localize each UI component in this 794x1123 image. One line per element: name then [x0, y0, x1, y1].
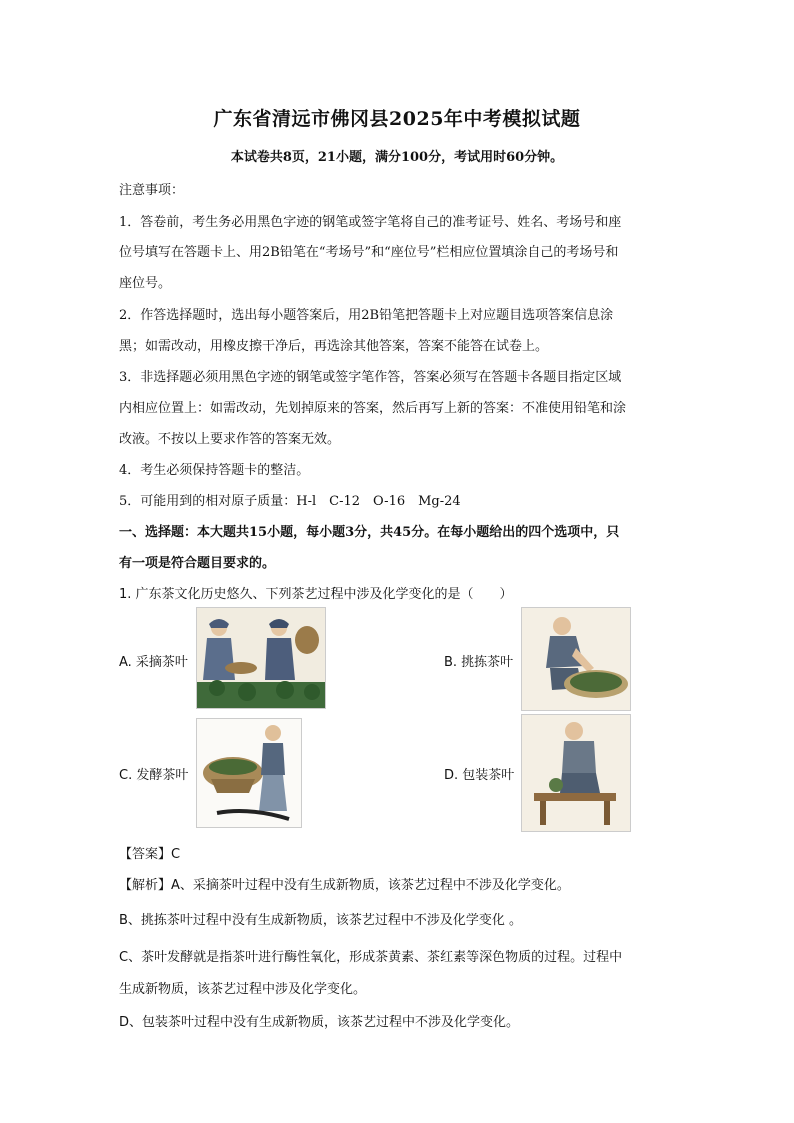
note-line: 1．答卷前，考生务必用黑色字迹的钢笔或签字笔将自己的准考证号、姓名、考场号和座: [119, 215, 622, 230]
tea-packing-image: [521, 714, 631, 832]
tea-picking-image: [196, 607, 326, 709]
tea-fermenting-image: [196, 718, 302, 828]
option-c-label: C. 发酵茶叶: [119, 768, 189, 783]
analysis-line: B、挑拣茶叶过程中没有生成新物质，该茶艺过程中不涉及化学变化 。: [119, 913, 523, 928]
analysis-label: 【解析】: [119, 878, 172, 893]
notes-heading: 注意事项：: [119, 183, 185, 198]
note-line: 3．非选择题必须用黑色字迹的钢笔或签字笔作答，答案必须写在答题卡各题目指定区域: [119, 370, 622, 385]
exam-info: 本试卷共8页，21小题，满分100分，考试用时60分钟。: [230, 150, 564, 165]
option-a-label: A. 采摘茶叶: [119, 655, 188, 670]
question-stem: 1. 广东茶文化历史悠久、下列茶艺过程中涉及化学变化的是（ ）: [119, 587, 513, 602]
page-title: 广东省清远市佛冈县2025年中考模拟试题: [213, 108, 581, 130]
note-line: 5．可能用到的相对原子质量：H-l C-12 O-16 Mg-24: [119, 494, 461, 509]
option-b-label: B. 挑拣茶叶: [444, 655, 514, 670]
analysis-line: C、茶叶发酵就是指茶叶进行酶性氧化，形成茶黄素、茶红素等深色物质的过程。过程中: [119, 950, 623, 965]
tea-sorting-image: [521, 607, 631, 711]
note-line: 4．考生必须保持答题卡的整洁。: [119, 463, 310, 478]
note-line: 2．作答选择题时，选出每小题答案后，用2B铅笔把答题卡上对应题目选项答案信息涂: [119, 308, 614, 323]
answer-value: C: [171, 847, 181, 862]
option-d-label: D. 包装茶叶: [444, 768, 515, 783]
analysis-line: 生成新物质，该茶艺过程中涉及化学变化。: [119, 982, 367, 997]
analysis-line: D、包装茶叶过程中没有生成新物质，该茶艺过程中不涉及化学变化。: [119, 1015, 520, 1030]
answer-row: [119, 843, 180, 862]
note-line: 黑；如需改动，用橡皮擦干净后，再选涂其他答案，答案不能答在试卷上。: [119, 339, 549, 354]
note-line: 位号填写在答题卡上、用2B铅笔在“考场号”和“座位号”栏相应位置填涂自己的考场号和: [119, 245, 619, 260]
note-line: 内相应位置上：如需改动，先划掉原来的答案，然后再写上新的答案：不准使用铅笔和涂: [119, 401, 627, 416]
note-line: 改液。不按以上要求作答的答案无效。: [119, 432, 341, 447]
section-heading: 一、选择题：本大题共15小题，每小题3分，共45分。在每小题给出的四个选项中，只: [119, 525, 620, 540]
analysis-line: A、采摘茶叶过程中没有生成新物质，该茶艺过程中不涉及化学变化。: [171, 878, 570, 893]
analysis-row: [119, 874, 570, 893]
section-heading-cont: 有一项是符合题目要求的。: [119, 556, 276, 571]
answer-label: 【答案】: [119, 847, 172, 862]
note-line: 座位号。: [119, 276, 172, 291]
